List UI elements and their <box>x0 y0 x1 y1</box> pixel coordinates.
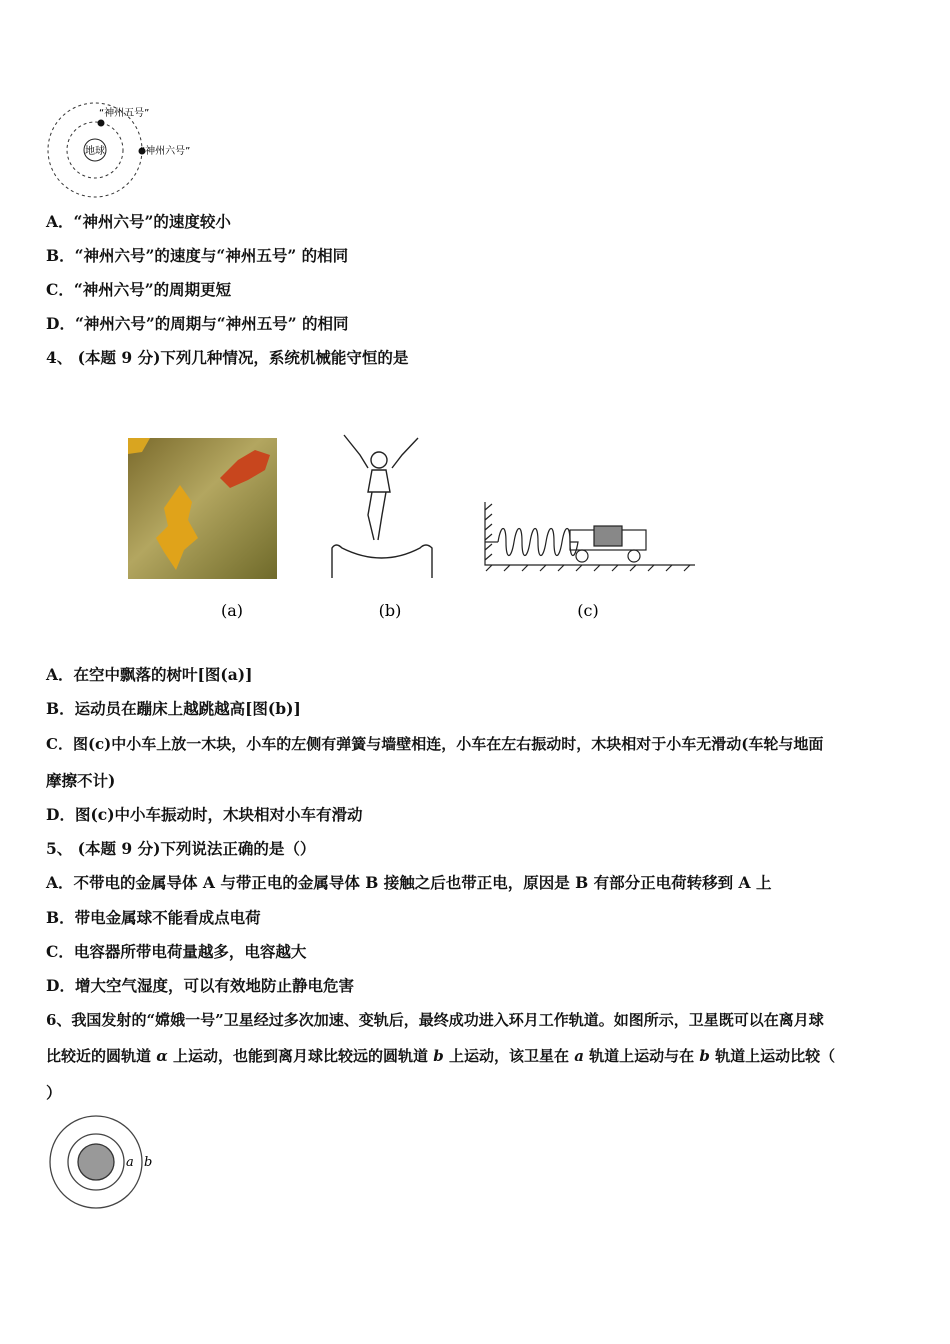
moon <box>78 1144 114 1180</box>
q3-option-d: D．“神州六号”的周期与“神州五号” 的相同 <box>46 314 349 333</box>
wooden-block <box>594 526 622 546</box>
fig-label-b: (b) <box>378 601 402 620</box>
q6-text: 上运动，也能到离月球比较远的圆轨道 <box>167 1047 434 1065</box>
q4-option-b: B．运动员在蹦床上越跳越高[图(b)] <box>46 699 301 718</box>
q6-stem-line1: 6、我国发射的“嫦娥一号”卫星经过多次加速、变轨后，最终成功进入环月工作轨道。如图所示，卫星既可以在离月球 <box>46 1011 824 1029</box>
shenzhou5-label: “神州五号” <box>99 108 150 119</box>
orbit-b-label: b <box>144 1155 153 1170</box>
q4-option-d: D．图(c)中小车振动时，木块相对小车有滑动 <box>46 805 363 824</box>
fig-label-a: (a) <box>220 601 244 620</box>
q5-option-d: D．增大空气湿度，可以有效地防止静电危害 <box>46 976 354 995</box>
q5-option-a: A．不带电的金属导体 A 与带正电的金属导体 B 接触之后也带正电，原因是 B 有部分正电荷转移到 A 上 <box>46 873 772 892</box>
q3-option-b: B．“神州六号”的速度与“神州五号” 的相同 <box>46 246 349 265</box>
q4-option-a: A．在空中飘落的树叶[图(a)] <box>46 665 253 684</box>
orbit-figure-q3 <box>44 98 214 200</box>
q5-option-b: B．带电金属球不能看成点电荷 <box>46 908 261 927</box>
falling-leaves-image <box>128 438 277 579</box>
q4-stem: 4、 (本题 9 分)下列几种情况，系统机械能守恒的是 <box>46 348 409 367</box>
q6-text: 上运动，该卫星在 <box>443 1047 575 1065</box>
q3-option-c: C．“神州六号”的周期更短 <box>46 280 232 299</box>
q6-text: 比较近的圆轨道 <box>46 1047 157 1065</box>
q5-stem: 5、 (本题 9 分)下列说法正确的是（） <box>46 839 316 858</box>
q5-option-c: C．电容器所带电荷量越多，电容越大 <box>46 942 307 961</box>
shenzhou6-label: “神州六号” <box>140 146 191 157</box>
q6-text: 轨道上运动与在 <box>583 1047 700 1065</box>
q4-option-c: C．图(c)中小车上放一木块，小车的左侧有弹簧与墙壁相连，小车在左右振动时，木块相对于小车无滑动(车轮与地面 <box>46 735 824 753</box>
trampoline-gymnast <box>332 435 432 578</box>
shenzhou5-dot <box>98 120 105 127</box>
q4-figures <box>120 430 710 625</box>
spring-cart-diagram <box>485 502 695 571</box>
earth-label: 地球 <box>85 146 105 157</box>
q6-var-b: b <box>433 1047 444 1065</box>
q6-var-alpha: α <box>156 1047 168 1065</box>
q6-stem-line3: ） <box>46 1083 62 1102</box>
q6-var-b2: b <box>699 1047 710 1065</box>
fig-label-c: (c) <box>577 601 599 620</box>
q6-var-a: a <box>574 1047 584 1065</box>
q3-option-a: A．“神州六号”的速度较小 <box>46 212 231 231</box>
orbit-a-label: a <box>126 1155 134 1170</box>
moon-orbit-figure <box>44 1112 164 1212</box>
q4-option-c-cont: 摩擦不计) <box>46 771 116 790</box>
q6-text: 轨道上运动比较（ <box>709 1047 836 1065</box>
q6-stem-line2 <box>46 1046 835 1066</box>
